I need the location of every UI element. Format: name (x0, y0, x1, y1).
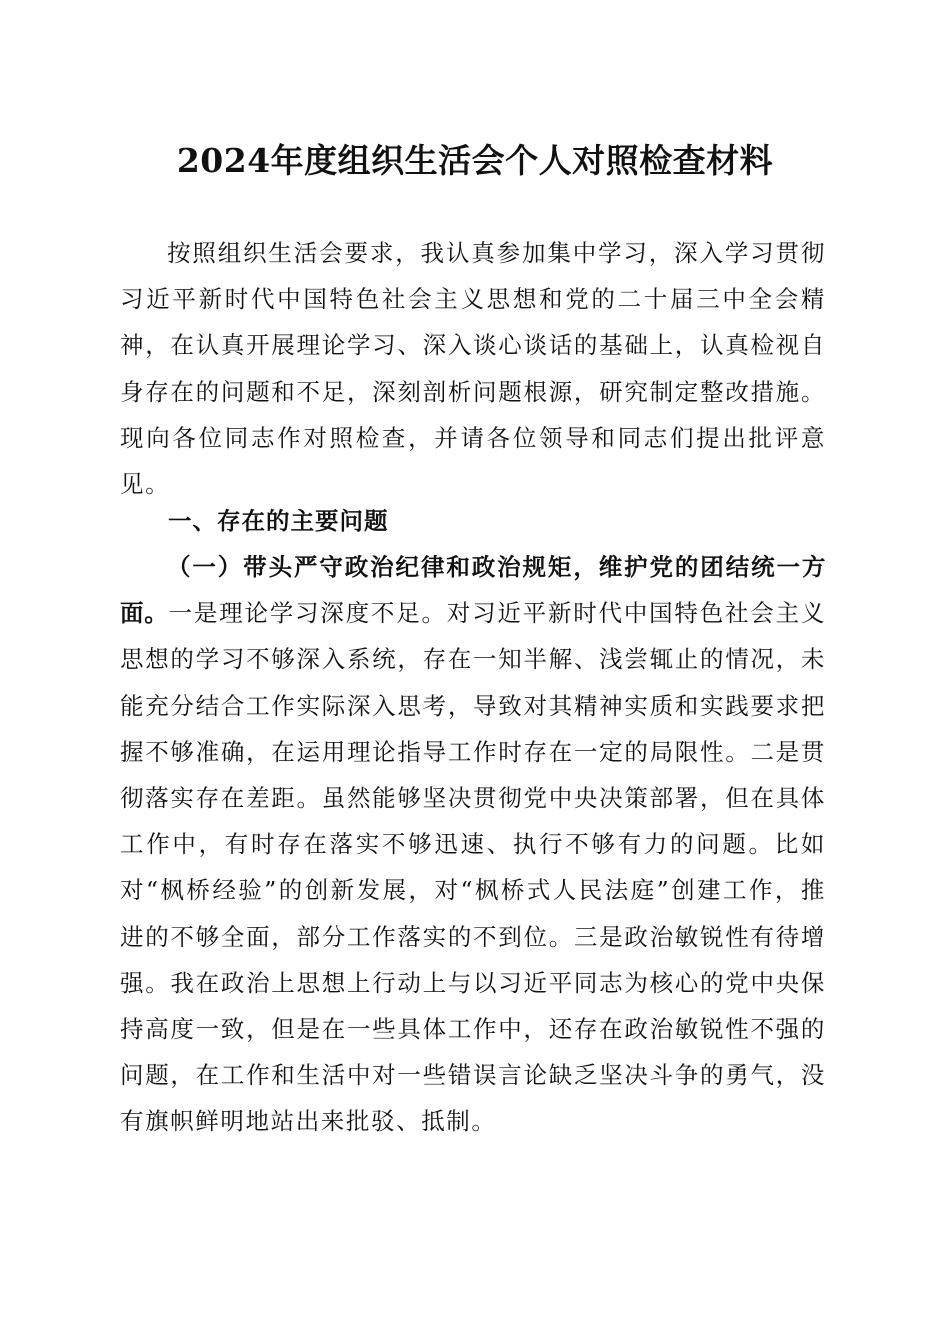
section-heading: 一、存在的主要问题 (168, 507, 389, 535)
subsection-paragraph (120, 544, 826, 1145)
subsection-heading: （一）带头严守政治纪律和政治规矩，维护党的团结统一方面。 (120, 553, 826, 628)
subsection-body: 一是理论学习深度不足。对习近平新时代中国特色社会主义思想的学习不够深入系统，存在一知半解、浅尝辄止的情况，未能充分结合工作实际深入思考，导致对其精神实质和实践要求把握不够准确，在运用理论指导工作时存在一定的局限性。二是贯彻落实存在差距。虽然能够坚决贯彻党中央决策部署，但在具体工作中，有时存在落实不够迅速、执行不够有力的问题。比如对“枫桥经验”的创新发展，对“枫桥式人民法庭”创建工作，推进的不够全面，部分工作落实的不到位。三是政治敏锐性有待增强。我在政治上思想上行动上与以习近平同志为核心的党中央保持高度一致，但是在一些具体工作中，还存在政治敏锐性不强的问题，在工作和生活中对一些错误言论缺乏坚决斗争的勇气，没有旗帜鲜明地站出来批驳、抵制。 (120, 599, 826, 1136)
document-title: 2024年度组织生活会个人对照检查材料 (176, 141, 774, 180)
intro-paragraph: 按照组织生活会要求，我认真参加集中学习，深入学习贯彻习近平新时代中国特色社会主义思想和党的二十届三中全会精神，在认真开展理论学习、深入谈心谈话的基础上，认真检视自身存在的问题和不足，深刻剖析问题根源，研究制定整改措施。现向各位同志作对照检查，并请各位领导和同志们提出批评意见。 (120, 239, 826, 499)
